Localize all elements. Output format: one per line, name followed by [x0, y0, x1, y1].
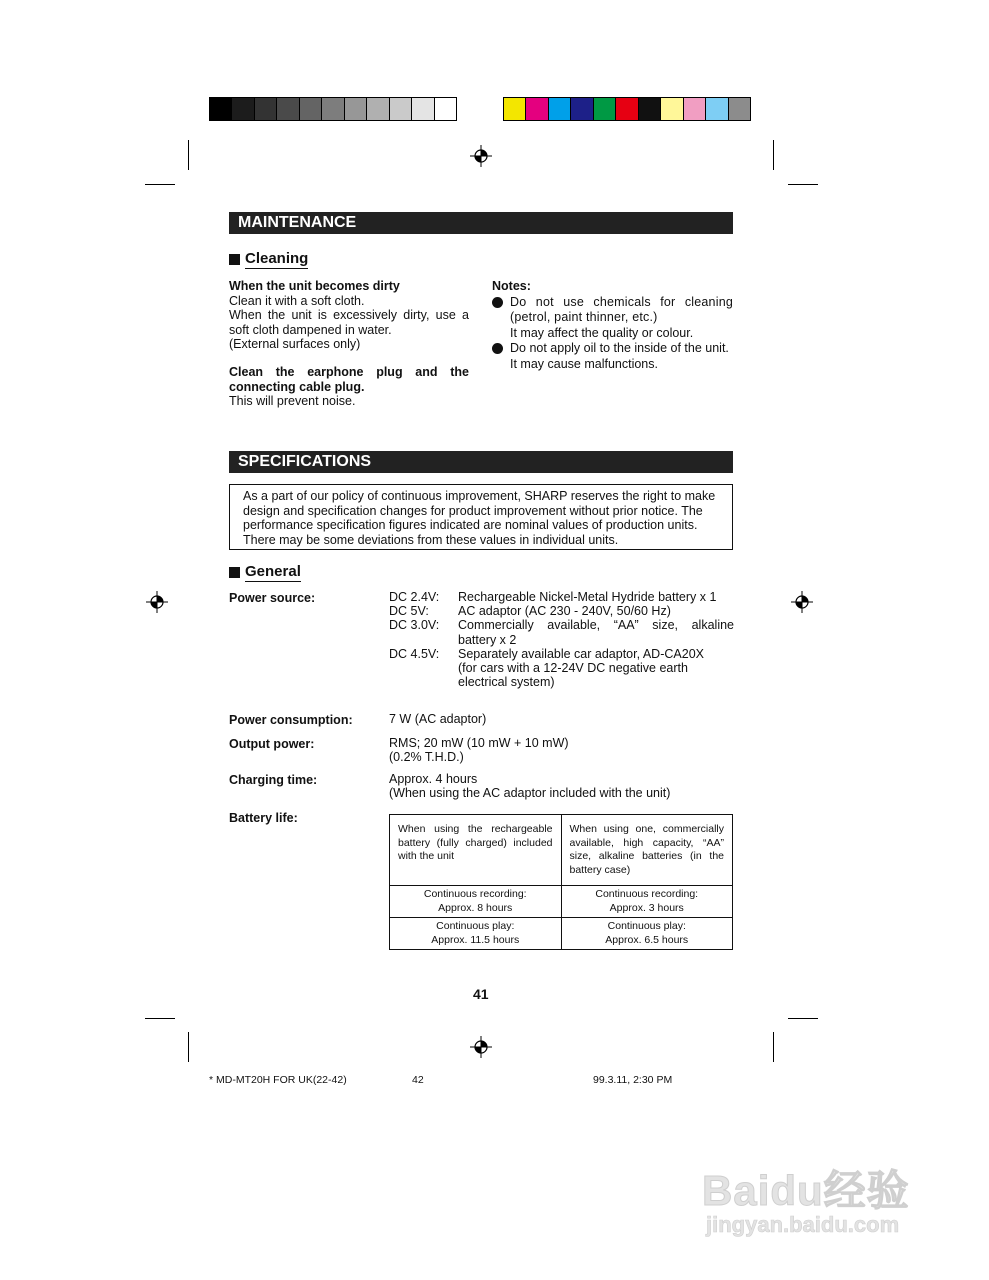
- note-item: [492, 295, 733, 342]
- cell-value: Approx. 11.5 hours: [431, 933, 520, 946]
- voltage-description: Rechargeable Nickel-Metal Hydride battery x 1: [458, 590, 717, 604]
- power-source-label: Power source:: [229, 591, 316, 605]
- output-power-line: RMS; 20 mW (10 mW + 10 mW): [389, 736, 569, 750]
- footer-file-slug: * MD-MT20H FOR UK(22-42): [209, 1074, 347, 1086]
- output-power-label: Output power:: [229, 737, 315, 751]
- note-sub: It may affect the quality or colour.: [510, 325, 694, 340]
- page-number: 41: [473, 986, 489, 1002]
- table-cell: [390, 918, 562, 950]
- battery-life-label: Battery life:: [229, 811, 298, 825]
- charging-time-value: [389, 772, 670, 800]
- table-header-cell: When using the rechargeable battery (fully charged) included with the unit: [390, 815, 562, 886]
- color-swatch: [526, 98, 548, 120]
- cleaning-subheading: [229, 250, 308, 269]
- charging-time-line: (When using the AC adaptor included with the unit): [389, 786, 671, 801]
- crop-mark: [773, 1032, 774, 1062]
- power-source-row: [389, 618, 734, 646]
- notes-title: Notes:: [492, 279, 531, 293]
- cleaning-text-column: [229, 279, 469, 409]
- color-swatch: [571, 98, 593, 120]
- maintenance-heading: MAINTENANCE: [229, 212, 733, 234]
- cell-value: Approx. 3 hours: [609, 901, 684, 914]
- footer-timestamp: 99.3.11, 2:30 PM: [593, 1074, 673, 1086]
- specifications-heading: SPECIFICATIONS: [229, 451, 733, 473]
- color-swatch: [504, 98, 526, 120]
- table-cell: [561, 918, 733, 950]
- table-header-cell: When using one, commercially available, high capacity, “AA” size, alkaline batteries (in the battery case): [561, 815, 733, 886]
- voltage-description: Separately available car adaptor, AD-CA20X (for cars with a 12-24V DC negative earth electrical system): [458, 646, 704, 690]
- power-source-row: [389, 604, 734, 618]
- square-bullet-icon: [229, 254, 240, 265]
- dirty-unit-title: When the unit becomes dirty: [229, 279, 400, 293]
- voltage: DC 2.4V:: [389, 590, 440, 604]
- note-sub: It may cause malfunctions.: [510, 356, 658, 371]
- registration-mark-icon: [470, 1036, 492, 1058]
- voltage-description: Commercially available, “AA” size, alkaline battery x 2: [458, 618, 734, 647]
- general-subheading: [229, 563, 301, 582]
- charging-time-label: Charging time:: [229, 773, 318, 787]
- color-swatch: [639, 98, 661, 120]
- color-swatch: [729, 98, 750, 120]
- notes-column: [492, 279, 733, 372]
- color-swatch: [412, 98, 434, 120]
- crop-mark: [188, 1032, 189, 1062]
- color-swatch: [684, 98, 706, 120]
- cell-label: Continuous recording:: [595, 888, 699, 900]
- registration-mark-icon: [470, 145, 492, 167]
- bullet-icon: [492, 297, 503, 308]
- dirty-unit-line: (External surfaces only): [229, 337, 361, 352]
- color-swatch: [345, 98, 367, 120]
- power-source-row: [389, 590, 734, 604]
- power-consumption-value: 7 W (AC adaptor): [389, 712, 487, 726]
- color-swatch: [390, 98, 412, 120]
- color-swatch: [232, 98, 254, 120]
- cell-label: Continuous recording:: [423, 888, 527, 900]
- power-consumption-label: Power consumption:: [229, 713, 353, 727]
- color-swatch: [435, 98, 456, 120]
- output-power-value: [389, 736, 569, 764]
- table-header-row: [390, 815, 733, 886]
- note-main: Do not use chemicals for cleaning (petrol, paint thinner, etc.): [510, 294, 733, 325]
- output-power-line: (0.2% T.H.D.): [389, 750, 464, 765]
- note-item: [492, 341, 733, 372]
- policy-notice-box: As a part of our policy of continuous improvement, SHARP reserves the right to make design and specification changes for product improvement without prior notice. The performance specification figures indicated are nominal values of production units. There may be some deviations from these values in individual units.: [229, 484, 733, 550]
- dirty-unit-line: Clean it with a soft cloth.: [229, 293, 365, 308]
- watermark-url: jingyan.baidu.com: [706, 1212, 900, 1237]
- voltage: DC 3.0V:: [389, 618, 440, 633]
- gray-calibration-bar: [209, 97, 457, 121]
- voltage-description: AC adaptor (AC 230 - 240V, 50/60 Hz): [458, 604, 671, 619]
- battery-life-table: [389, 814, 733, 950]
- crop-mark: [773, 140, 774, 170]
- cell-value: Approx. 8 hours: [438, 901, 513, 914]
- cell-value: Approx. 6.5 hours: [605, 933, 689, 946]
- registration-mark-icon: [791, 591, 813, 613]
- color-swatch: [616, 98, 638, 120]
- table-row: [390, 918, 733, 950]
- color-swatch: [549, 98, 571, 120]
- voltage: DC 4.5V:: [389, 646, 440, 661]
- color-calibration-bar: [503, 97, 751, 121]
- color-swatch: [661, 98, 683, 120]
- crop-mark: [145, 1018, 175, 1019]
- registration-mark-icon: [146, 591, 168, 613]
- bullet-icon: [492, 343, 503, 354]
- power-source-values: [389, 590, 734, 689]
- crop-mark: [788, 1018, 818, 1019]
- voltage: DC 5V:: [389, 604, 429, 619]
- plug-cleaning-title: Clean the earphone plug and the connecting cable plug.: [229, 364, 469, 394]
- table-cell: [390, 886, 562, 918]
- table-row: [390, 886, 733, 918]
- color-swatch: [706, 98, 728, 120]
- cleaning-subheading-text: Cleaning: [245, 250, 309, 267]
- footer-sheet-number: 42: [412, 1074, 424, 1086]
- plug-cleaning-text: This will prevent noise.: [229, 394, 356, 409]
- note-main: Do not apply oil to the inside of the unit.: [510, 341, 729, 356]
- crop-mark: [145, 184, 175, 185]
- crop-mark: [188, 140, 189, 170]
- charging-time-line: Approx. 4 hours: [389, 772, 478, 786]
- color-swatch: [322, 98, 344, 120]
- watermark-logo: Baidu经验: [702, 1167, 910, 1214]
- power-source-row: [389, 647, 734, 690]
- color-swatch: [277, 98, 299, 120]
- crop-mark: [788, 184, 818, 185]
- color-swatch: [594, 98, 616, 120]
- dirty-unit-line: When the unit is excessively dirty, use a soft cloth dampened in water.: [229, 308, 469, 337]
- color-swatch: [210, 98, 232, 120]
- color-swatch: [300, 98, 322, 120]
- general-subheading-text: General: [245, 563, 301, 580]
- color-swatch: [367, 98, 389, 120]
- cell-label: Continuous play:: [436, 920, 515, 933]
- color-swatch: [255, 98, 277, 120]
- table-cell: [561, 886, 733, 918]
- cell-label: Continuous play:: [607, 920, 686, 933]
- square-bullet-icon: [229, 567, 240, 578]
